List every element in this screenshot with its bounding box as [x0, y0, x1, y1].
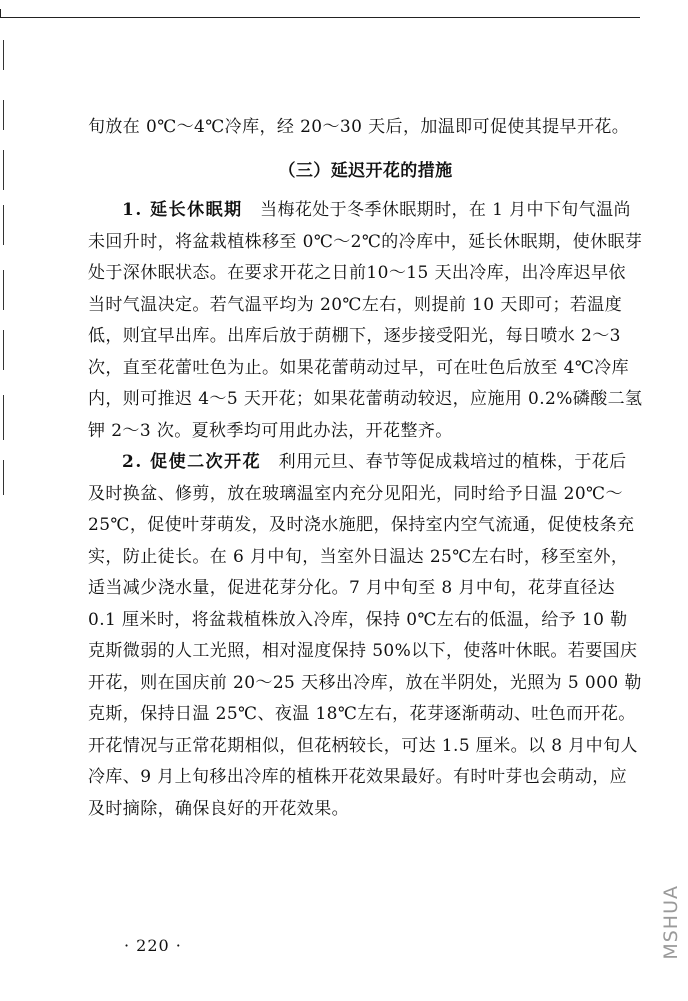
- margin-mark: [3, 270, 4, 310]
- continued-paragraph: 旬放在 0℃～4℃冷库，经 20～30 天后，加温即可促使其提早开花。: [88, 117, 630, 137]
- item-text: 利用元旦、春节等促成栽培过的植株，于花后及时换盆、修剪，放在玻璃温室内充分见阳光，同时给予日温 20℃～25℃，促使叶芽萌发，及时浇水施肥，保持室内空气流通，促使枝条充实，防止徒长。在 6 月中旬，当室外日温达 25℃左右时，移至室外，适当减少浇水量，促进花芽分化。7 月中旬至 8 月中旬，花芽直径达 0.1 厘米时，将盆栽植株放入冷库，保持 0℃左右的低温，给予 10 勒克斯微弱的人工光照，相对湿度保持 50%以下，使落叶休眠。若要国庆开花，则在国庆前 20～25 天移出冷库，放在半阴处，光照为 5 000 勒克斯，保持日温 25℃、夜温 18℃左右，花芽逐渐萌动、吐色而开花。开花情况与正常花期相似，但花柄较长，可达 1.5 厘米。以 8 月中旬人冷库、9 月上旬移出冷库的植株开花效果最好。有时叶芽也会萌动，应及时摘除，确保良好的开花效果。: [88, 452, 642, 819]
- item-paragraph: [88, 447, 643, 825]
- item-paragraph: [88, 195, 643, 447]
- margin-mark: [3, 205, 4, 245]
- margin-mark: [3, 330, 4, 370]
- margin-mark: [3, 40, 4, 70]
- watermark: MSHUA: [660, 885, 682, 960]
- item-title: 2. 促使二次开花: [122, 452, 262, 472]
- margin-mark: [3, 100, 4, 130]
- margin-mark: [3, 150, 4, 190]
- page-number: · 220 ·: [124, 936, 182, 955]
- section-heading: （三）延迟开花的措施: [278, 160, 453, 181]
- margin-mark: [3, 395, 4, 440]
- item-title: 1. 延长休眠期: [122, 200, 243, 220]
- page-body: [88, 112, 643, 825]
- margin-mark: [3, 460, 4, 495]
- top-rule: [0, 17, 640, 18]
- item-text: 当梅花处于冬季休眠期时，在 1 月中下旬气温尚未回升时，将盆栽植株移至 0℃～2℃的冷库中，延长休眠期，使休眠芽处于深休眠状态。在要求开花之日前10～15 天出冷库，出冷库迟早依当时气温决定。若气温平均为 20℃左右，则提前 10 天即可；若温度低，则宜早出库。出库后放于荫棚下，逐步接受阳光，每日喷水 2～3 次，直至花蕾吐色为止。如果花蕾萌动过早，可在吐色后放至 4℃冷库内，则可推迟 4～5 天开花；如果花蕾萌动较迟，应施用 0.2%磷酸二氢钾 2～3 次。夏秋季均可用此办法，开花整齐。: [88, 200, 643, 441]
